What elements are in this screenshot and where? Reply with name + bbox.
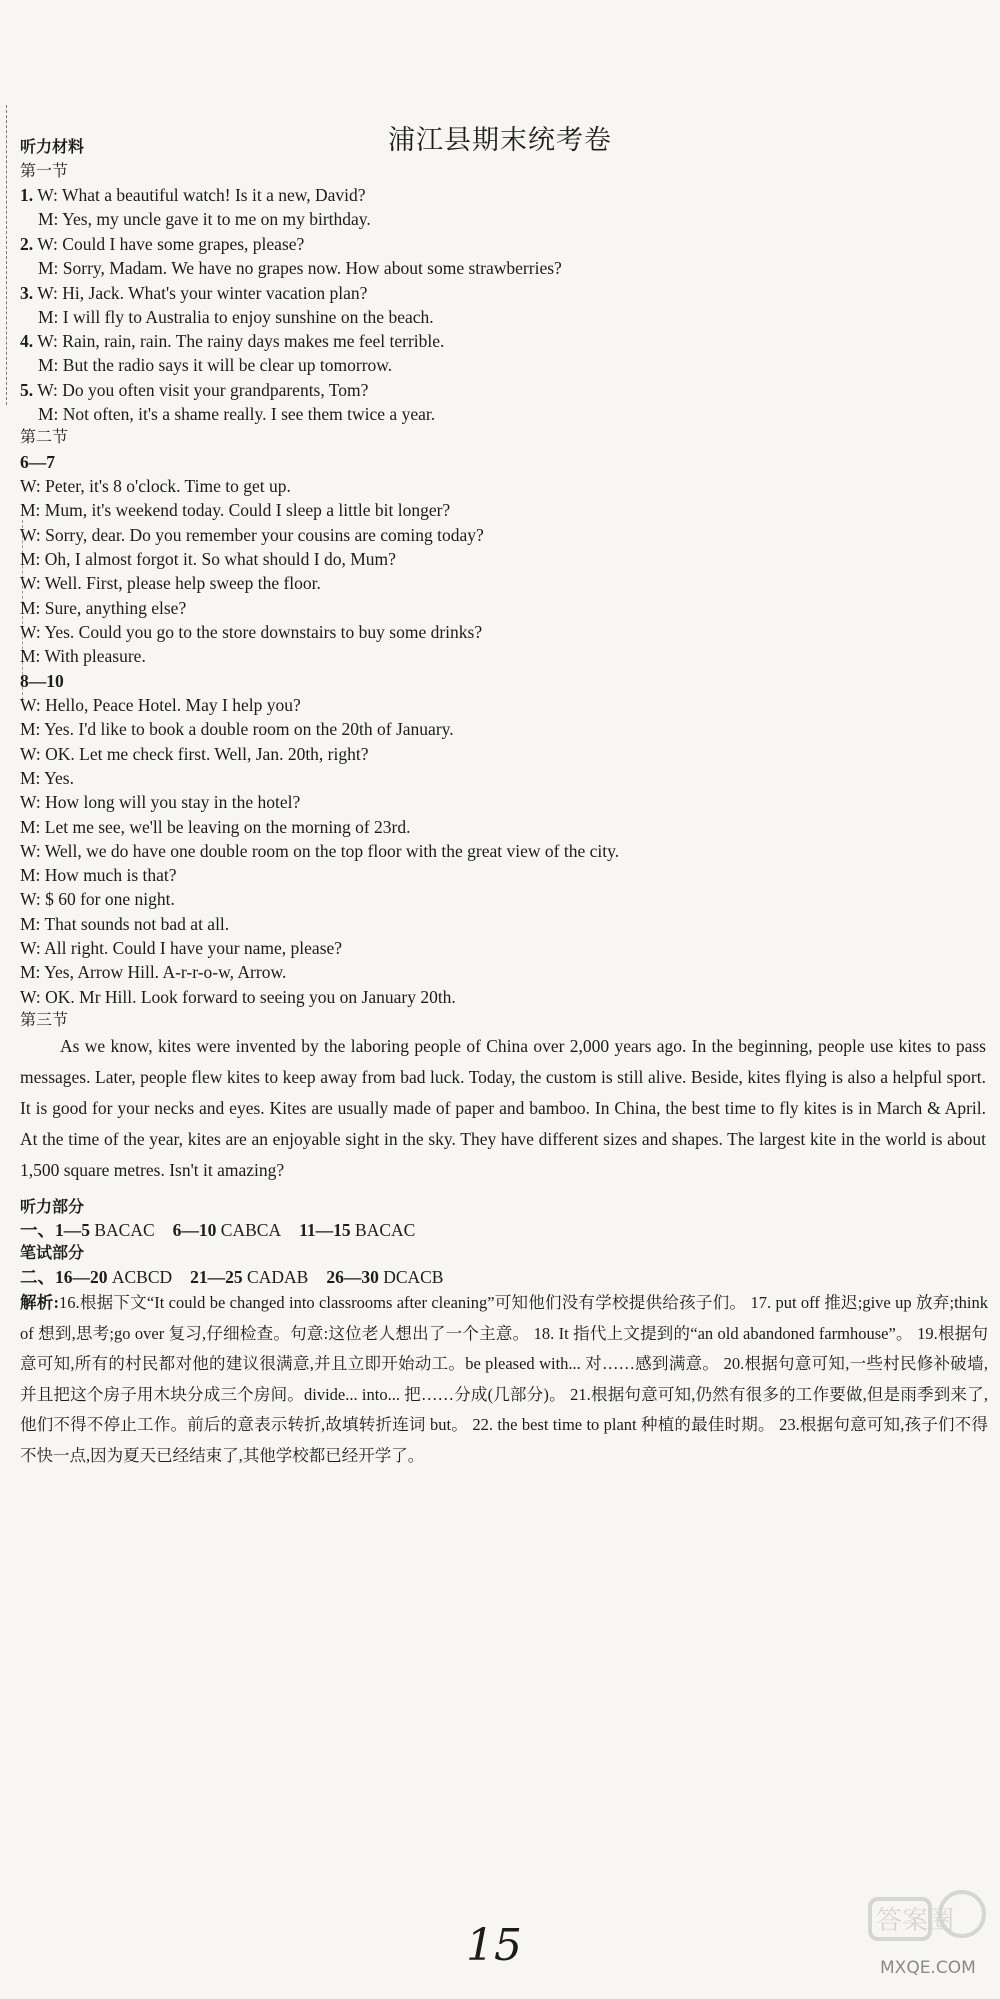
page-title: 浦江县期末统考卷 xyxy=(388,125,612,155)
answer-group xyxy=(326,1267,443,1287)
section1-line xyxy=(20,330,444,352)
dialog1-line: M: Oh, I almost forgot it. So what should I do, Mum? xyxy=(20,548,396,569)
dialog2-line: M: Yes, Arrow Hill. A-r-r-o-w, Arrow. xyxy=(20,962,287,983)
section1-line xyxy=(38,208,371,230)
section2-heading: 第二节 xyxy=(20,427,69,446)
answer-letters: ACBCD xyxy=(111,1267,173,1287)
answer-group xyxy=(299,1220,415,1240)
watermark-logo-text: 答案圈 xyxy=(876,1906,955,1936)
watermark-url: MXQE.COM xyxy=(880,1958,976,1978)
answer-range: 6—10 xyxy=(172,1220,217,1240)
analysis-block xyxy=(20,1288,988,1471)
dialogue-text: W: What a beautiful watch! Is it a new, David? xyxy=(37,185,366,205)
section3-heading: 第三节 xyxy=(20,1010,69,1029)
section1-line xyxy=(38,354,392,376)
dialog2-line: W: Hello, Peace Hotel. May I help you? xyxy=(20,695,301,715)
dialogue-text: W: Could I have some grapes, please? xyxy=(37,234,305,254)
answer-group xyxy=(190,1267,308,1287)
answer-group xyxy=(55,1267,172,1287)
dialog1-label: 6—7 xyxy=(20,452,55,472)
listening-prefix: 一、 xyxy=(20,1220,55,1240)
section1-line xyxy=(20,233,304,255)
handwritten-page-number: 15 xyxy=(466,1920,522,1971)
dialog1-line: M: With pleasure. xyxy=(20,646,146,667)
dialog2-line: M: Yes. I'd like to book a double room on the 20th of January. xyxy=(20,719,454,740)
dialog2-line: W: Well, we do have one double room on the top floor with the great view of the city. xyxy=(20,840,620,861)
answer-range: 16—20 xyxy=(55,1267,108,1287)
dialog1-line: W: Peter, it's 8 o'clock. Time to get up. xyxy=(20,476,291,496)
answer-range: 11—15 xyxy=(299,1220,351,1240)
listening-answers-heading: 听力部分 xyxy=(20,1197,85,1216)
answer-letters: DCACB xyxy=(383,1267,444,1287)
written-answers-heading: 笔试部分 xyxy=(20,1243,85,1262)
question-number: 5. xyxy=(20,380,34,400)
dialogue-text: W: Rain, rain, rain. The rainy days makes me feel terrible. xyxy=(37,331,445,351)
analysis-text: 16.根据下文“It could be changed into classrooms after cleaning”可知他们没有学校提供给孩子们。 17. put off 推迟;give up 放弃;think of 想到,思考;go over 复习,仔细检查。句意:这位老人想出了一个主意。 18. It 指代上文提到的“an old abandoned farmhouse”。 19.根据句意可知,所有的村民都对他的建议很满意,并且立即开始动工。be pleased with... 对……感到满意。 20.根据句意可知,一些村民修补破墙,并且把这个房子用木块分成三个房间。divide... into... 把……分成(几部分)。 21.根据句意可知,仍然有很多的工作要做,但是雨季到来了,他们不得不停止工作。前后的意表示转折,故填转折连词 but。 22. the best time to plant 种植的最佳时期。 23.根据句意可知,孩子们不得不快一点,因为夏天已经结束了,其他学校都已经开学了。 xyxy=(20,1293,988,1465)
dialog2-line: W: OK. Let me check first. Well, Jan. 20th, right? xyxy=(20,743,369,764)
section1-line xyxy=(20,184,366,206)
section3-passage: As we know, kites were invented by the laboring people of China over 2,000 years ago. In the beginning, people use kites to pass messages. Later, people flew kites to keep away from bad luck. Today, the custom is still alive. Beside, kites flying is also a helpful sport. It is good for your necks and eyes. Kites are usually made of paper and bamboo. In China, the best time to fly kites is in March & April. At the time of the year, kites are an enjoyable sight in the sky. They have different sizes and shapes. The largest kite in the world is about 1,500 square metres. Isn't it amazing? xyxy=(20,1036,986,1180)
answer-group xyxy=(173,1220,281,1240)
question-number: 4. xyxy=(20,331,34,351)
dialog2-line: M: How much is that? xyxy=(20,865,177,886)
answer-letters: CADAB xyxy=(247,1267,309,1287)
section1-heading: 第一节 xyxy=(20,161,69,180)
section1-line xyxy=(38,306,434,328)
section1-line xyxy=(38,257,562,279)
dialog2-line: W: All right. Could I have your name, please? xyxy=(20,938,343,958)
dialogue-text: W: Do you often visit your grandparents, Tom? xyxy=(37,380,369,400)
listening-answers xyxy=(20,1219,433,1241)
answer-letters: BACAC xyxy=(355,1220,416,1240)
dialogue-text: M: Yes, my uncle gave it to me on my birthday. xyxy=(38,209,371,229)
dialogue-text: M: I will fly to Australia to enjoy sunshine on the beach. xyxy=(38,307,434,327)
dialogue-text: M: But the radio says it will be clear up tomorrow. xyxy=(38,355,393,375)
listening-answer-groups xyxy=(55,1220,433,1240)
listening-material-heading: 听力材料 xyxy=(20,137,85,156)
dialog1-line: W: Yes. Could you go to the store downstairs to buy some drinks? xyxy=(20,621,483,642)
dialog2-line: M: That sounds not bad at all. xyxy=(20,913,230,934)
written-prefix: 二、 xyxy=(20,1267,55,1287)
written-answers xyxy=(20,1266,461,1288)
dialog2-line: M: Yes. xyxy=(20,767,74,788)
answer-letters: BACAC xyxy=(94,1220,155,1240)
written-answer-groups xyxy=(55,1267,461,1287)
dialogue-text: M: Sorry, Madam. We have no grapes now. How about some strawberries? xyxy=(38,258,562,278)
dialog2-line: W: How long will you stay in the hotel? xyxy=(20,792,301,813)
dialogue-text: M: Not often, it's a shame really. I see them twice a year. xyxy=(38,404,436,424)
answer-range: 26—30 xyxy=(326,1267,379,1287)
dialog2-line: W: $ 60 for one night. xyxy=(20,889,175,910)
section1-line xyxy=(38,403,435,425)
dialog1-line: W: Sorry, dear. Do you remember your cousins are coming today? xyxy=(20,524,484,545)
dialog2-line: W: OK. Mr Hill. Look forward to seeing you on January 20th. xyxy=(20,986,456,1007)
question-number: 1. xyxy=(20,185,34,205)
dialog1-line: W: Well. First, please help sweep the floor. xyxy=(20,573,321,594)
dialog2-line: M: Let me see, we'll be leaving on the morning of 23rd. xyxy=(20,816,411,837)
question-number: 2. xyxy=(20,234,34,254)
dialog1-line: M: Mum, it's weekend today. Could I sleep a little bit longer? xyxy=(20,500,451,521)
answer-range: 21—25 xyxy=(190,1267,243,1287)
section1-line xyxy=(20,379,368,401)
dialog1-line: M: Sure, anything else? xyxy=(20,597,187,618)
answer-letters: CABCA xyxy=(220,1220,282,1240)
question-number: 3. xyxy=(20,283,34,303)
answer-group xyxy=(55,1220,155,1240)
section1-line xyxy=(20,282,367,304)
dialog2-label: 8—10 xyxy=(20,671,64,691)
dialogue-text: W: Hi, Jack. What's your winter vacation plan? xyxy=(37,283,368,303)
answer-range: 1—5 xyxy=(55,1220,90,1240)
analysis-label: 解析: xyxy=(20,1293,59,1312)
